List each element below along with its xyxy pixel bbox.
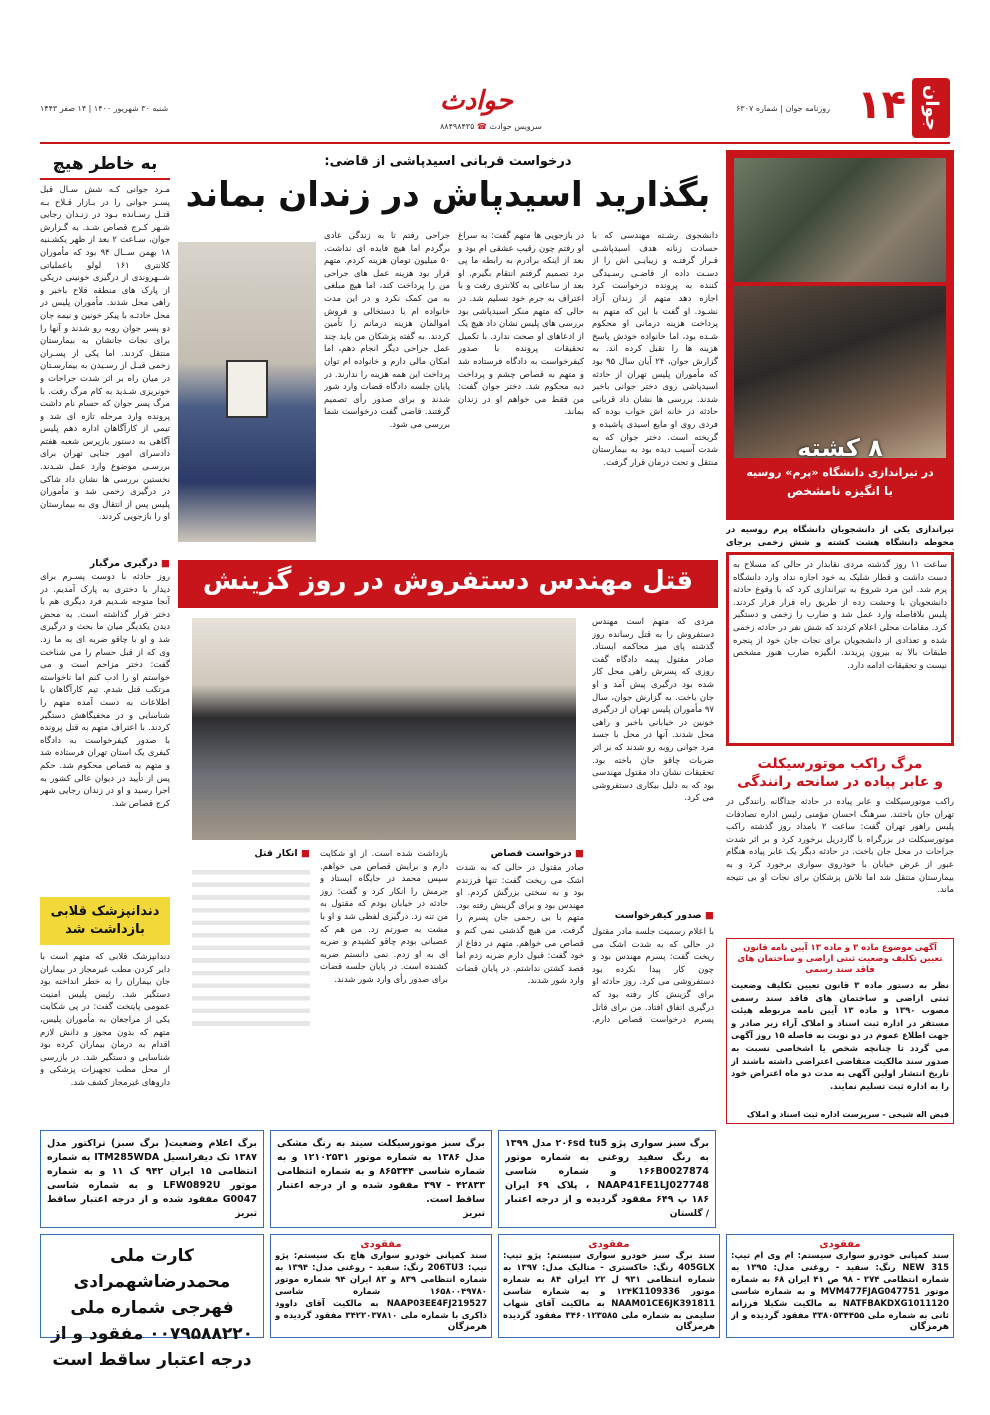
- victim-photo: [178, 242, 316, 542]
- moto-title-2: و عابر پیاده در سانحه رانندگی: [737, 774, 943, 790]
- story-body: صادر مقتول در حالی که به شدت اشک می ریخت گفت: تنها فرزندم بود و به سختی بزرگش کردم. او مهندس بود و برای گزینش رفته بود. متهم با بی رحمی جان پسرم را گرفت. من هیچ گذشتی نمی کنم و قصاص می خواهم. متهم در دفاع از خود گفت: قبول دارم ضربه زدم اما قصد کشتن نداشتم. در پایان قضات وارد شور شدند.: [456, 863, 584, 987]
- shooter-photo: [734, 286, 946, 458]
- subheading: ■ انکار قتل: [254, 848, 310, 859]
- classified-title: مفقودی: [588, 1239, 630, 1250]
- courtroom-photo: [192, 618, 576, 840]
- shooting-story: [726, 150, 954, 750]
- story-title: به خاطر هیچ: [40, 150, 170, 180]
- story-body: در بازجویی ها متهم گفت: به سراغ او رفتم چون رقیب عشقی ام بود و بعد از اینکه برادرم به رابطه ما پی برد تصمیم گرفتم انتقام بگیرم. او بعد از ساعاتی به کلانتری رفت و با اعتراف به جرم خود تسلیم شد. در حالی که متهم منکر اسیدپاشی بود بررسی های پلیس نشان داد هیچ یک از ادعاهای او صحت ندارد. با تکمیل تحقیقات پرونده با صدور کیفرخواست به دادگاه فرستاده شد و متهم به قصاص چشم و پرداخت دیه محکوم شد. دختر جوان گفت: من فقط می خواهم او در زندان بماند.: [458, 231, 584, 418]
- story-body: دندانپزشک قلابی که متهم است با دایر کردن مطب غیرمجاز در بیماران جان بیماران را به خطر انداخته بود دستگیر شد. رئیس پلیس امنیت عمومی پایتخت گفت: در پی شکایت یکی از مراجعان به مأموران پلیس، متهم که بدون مجوز و دانش لازم اقدام به درمان بیماران کرده بود شناسایی و دستگیر شد. در بازرسی از محل مطب تجهیزات پزشکی و داروهای غیرمجاز کشف شد.: [40, 952, 170, 1088]
- classified-city: هرمزگان: [675, 1322, 715, 1332]
- legal-ad-sign: فیض اله شیخی - سرپرست اداره ثبت اسناد و املاک: [746, 1110, 949, 1119]
- classified-ad: [270, 1234, 492, 1338]
- classified-city: هرمزگان: [909, 1322, 949, 1332]
- subheading: ■ درگیری مرگبار: [89, 558, 170, 569]
- shooting-headline-2: در تیراندازی دانشگاه «پرم» روسیه: [734, 466, 946, 479]
- classified-city: / گلستان: [669, 1209, 709, 1219]
- page-number: ۱۴: [857, 82, 906, 128]
- story-body: مردی که متهم است مهندس دستفروش را به قتل رسانده روز گذشته پای میز محاکمه ایستاد. صادر مقتول پیمه دادگاه گفت روزی که پسرش راهی محل کار شده بود درگیری پیش آمد و او جان باخت. به گزارش جوان، سال ۹۷ مأموران پلیس تهران از درگیری خونین در خیابانی باخبر و راهی محل شدند. آنها در محل با جسد مرد جوانی روبه رو شدند که بر اثر ضربات چاقو جان باخته بود. تحقیقات نشان داد مقتول مهندسی بود که به دلیل بیکاری دستفروشی می کرد.: [592, 617, 714, 804]
- section-title: حوادث: [440, 86, 513, 116]
- subheading: ■ درخواست قصاص: [490, 848, 584, 859]
- classified-ad: [498, 1234, 720, 1338]
- classified-ad: [498, 1130, 716, 1228]
- legal-ad-body: نظر به دستور ماده ۳ قانون تعیین تکلیف وضعیت ثبتی اراضی و ساختمان های فاقد سند رسمی مصوب ۱۳۹۰ و ماده ۱۳ آیین نامه مربوطه هیئت مستقر در اداره ثبت اسناد و املاک آراء زیر صادر و جهت اطلاع عموم در دو نوبت به فاصله ۱۵ روز آگهی می گردد تا چنانچه شخص یا اشخاصی نسبت به صدور سند مالکیت متقاضی اعتراضی داشته باشند از تاریخ انتشار اولین آگهی به مدت دو ماه اعتراض خود را به اداره ثبت تسلیم نمایند.: [731, 981, 949, 1092]
- classified-city: هرمزگان: [447, 1322, 487, 1332]
- shooting-lead: تیراندازی یکی از دانشجویان دانشگاه پرم روسیه در محوطه دانشگاه هشت کشته و شش زخمی برجای: [726, 525, 954, 548]
- issue-line: روزنامه جوان | شماره ۶۳۰۷: [736, 104, 830, 113]
- story-body: بازداشت شده است. از او شکایت دارم و برایش قصاص می خواهم. سپس محمد در جایگاه ایستاد و جرمش را انکار کرد و گفت: روز حادثه در خیابان بودم که مقتول به من تنه زد. درگیری لفظی شد و او با مشت به صورتم زد. من هم که عصبانی بودم چاقو کشیدم و ضربه ای به او زدم. نمی دانستم ضربه کشنده است. در پایان جلسه قضات برای صدور رأی وارد شور شدند.: [320, 849, 448, 985]
- story-body: ساعت ۱۱ روز گذشته مردی نقابدار در حالی که مسلاح به دست داشت و قطار شلیک به خود اجازه نداد وارد دانشگاه پرم شد. این مرد شروع به تیراندازی کرد که با وقوع حادثه دانشجویان با وحشت زده از طریق راه فرار فرار کردند. پلیس بلافاصله وارد عمل شد و ضارب را زخمی و دستگیر کرد. مقامات محلی اعلام کردند که شش نفر در حادثه زخمی شده و تعدادی از دانشجویان برای نجات جان خود از پنجره طبقات بالا به بیرون پریدند. انگیزه ضارب هنوز مشخص نیست و تحقیقات ادامه دارد.: [733, 560, 947, 671]
- story-body: دانشجوی رشـته مهندسی که با حسادت زنانه هدف اسیدپاشـی قـرار گرفتـه و زیبایـی اش را از دسـت داده از قاضـی رسـیدگی کننده به پرونده درخواست کرد اجازه دهد متهم از زندان آزاد نشـود. او گفت با این که متهم به پرداخت هزینه درمانی او محکوم شـده بود، اما خانواده خودش پاسخ هزینه ها را تقبل کرده اند. به گزارش جوان، ۲۴ آبان سال ۹۵ بود که مأموران پلیس تهران از حادثه اسیدپاشی روی دختر جوانی باخبر شدند. بررسی ها نشان داد قربانی حادثه در خانه اش خواب بوده که فردی روی او مایع اسیدی پاشیده و گریخته است. دختر جوان که به شدت آسیب دیده بود به بیمارستان منتقل و تحت درمان قرار گرفت.: [592, 231, 718, 468]
- classified-title: مفقودی: [360, 1239, 402, 1250]
- classified-body: برگ اعلام وضعیت( برگ سبز) تراکتور مدل ۱۳۸۷ تک دیفرانسیل ITM285WDA به شماره انتظامی ۱۵ ایران ۹۴۲ ک ۱۱ و به شماره موتور LFW0892U و به شماره شاسی G0047 مفقود شده و از درجه اعتبار ساقط: [47, 1138, 257, 1205]
- headline: بگذارید اسیدپاش در زندان بماند: [185, 175, 711, 215]
- date-line: شنبه ۳۰ شهریور ۱۴۰۰ | ۱۴ صفر ۱۴۴۳: [40, 104, 169, 113]
- classified-body: سند کمپانی خودرو سواری هاچ بک سیستم: پژو تیپ: 206TU3 رنگ: سفید - روغنی مدل: ۱۳۹۴ به شماره انتظامی ۸۳۹ و ۸۳ ایران ۹۴ شماره موتور ۱۶۵۸۰۰۴۹۷۸۰ شماره شاسی NAAP03EE4FJ219527 به مالکیت آقای داوود ذاکری با شماره ملی ۳۴۲۲۰۳۷۸۱۰ مفقود گردیده و: [275, 1251, 487, 1321]
- classified-ad: [726, 1234, 954, 1338]
- masthead-rule: [40, 142, 950, 144]
- classified-body: برگ سبز موتورسیکلت سیند به رنگ مشکی مدل ۱۳۸۶ به شماره موتور ۱۲۱۰۲۵۳۱ و به شماره شاسی ۸۶۵۳۴۴ و به شماره انتظامی ۴۲۸۳۳ - ۳۹۷ مفقود شده و از درجه اعتبار ساقط است.: [277, 1138, 485, 1205]
- legal-ad: [726, 938, 954, 1124]
- moto-story: [726, 756, 954, 932]
- classified-title: مفقودی: [819, 1239, 861, 1250]
- portrait-frame: [226, 360, 268, 418]
- section-phone: ۸۸۴۹۸۴۳۵: [440, 122, 475, 131]
- classified-body: سند کمپانی خودرو سواری سیستم: ام وی ام تیپ: NEW 315 رنگ: سفید - روغنی مدل: ۱۳۹۵ به شماره انتظامی ۲۷۴ - ۹۸ ص ۴۱ ایران ۶۸ به شماره موتور MVM477FJAG047751 و به شماره شاسی NATFBAKDXG1011120 به مالکیت شکیلا فرزانه ثانی به شماره ملی ۳۳۸۰۵۳۴۴۵۵ مفقود گردیده و از: [731, 1251, 949, 1321]
- left-column: [40, 150, 170, 1088]
- classified-city: تبریز: [235, 1209, 257, 1219]
- campus-photo: [734, 158, 946, 282]
- shooting-headline-3: با انگیزه نامشخص: [786, 484, 894, 498]
- story-body: با اعلام رسمیت جلسه مادر مقتول در حالی که به شدت اشک می ریخت گفت: پسرم مهندس بود و چون کار پیدا نکرده بود دستفروشی می کرد. روز حادثه او برای گزینش کار رفته بود که درگیری اتفاق افتاد. من برای قاتل پسرم درخواست قصاص دارم.: [592, 927, 714, 1026]
- story-body: روز حادثه با دوست پسـرم برای دیدار با دختری به پارک آمدیم. در آنجا متوجه شـدیم فرد دیگری هم با دختر قرار گذاشته است. به محض دیدن یکدیگر میان ما بحث و درگیری شد و او با چاقو ضربه ای به ما زد. وی که از قبل حسام را می شناخت گفت: دختر مزاحم است و می خواستم او را ادب کنم اما ناخواسته مرتکب قتل شدم. تیم کارآگاهان با اطلاعات به دست آمده متهم را شناسایی و در مخفیگاهش دستگیر کردند. با اعتراف متهم به قتل پرونده با صدور کیفرخواست به دادگاه کیفری یک استان تهران فرستاده شد و متهم به قصاص محکوم شد. حکم پس از تأیید در دیوان عالی کشور به اجرا رسید و او در زندان رجایی شهر کرج قصاص شد.: [40, 572, 170, 809]
- murder-headline: قتل مهندس دستفروش در روز گزینش: [202, 566, 694, 596]
- kicker: درخواست قربانی اسیدپاشی از قاضی:: [324, 154, 572, 169]
- classified-ad: [40, 1130, 264, 1228]
- shooting-headline: ۸ کشته: [797, 434, 883, 462]
- section-sub: سرویس حوادث: [489, 122, 542, 131]
- moto-title: مرگ راکب موتورسیکلت: [757, 756, 923, 772]
- shooting-body-box: [726, 552, 954, 746]
- story-body: مـرد جوانی کـه شش سـال قبل پسـر جوانی را در بـازار قـلاح بـه قتـل رسـانده بـود در زنـدان رجایی شـهر کـرج قصاص شـد. به گـزارش جوان، سـاعت ۲ بعد از ظهر یکشـنبه ۱۸ بهمن ســال ۹۴ بود که مأموران کلانتری ۱۶۱ لولو باعملیاتی شــهروندی از درگیری خونینی دریکی از پارک های منطقه قلاح باخبر و راهی محل شدند. مأموران پلیس در محل حادثـه با پیکر خونین و نیمه جان دو پسر جوان روبه رو شدند و آنها را برای نجات جانشان به بیمارستان منتقل کردند. اما یکی از پسـران زخمی قبـل از رسـیدن به بیمارسـتان در میان راه بر اثر شدت جراحات و خونریزی شـدید به کام مرگ رفت. با مرگ پسر جوان که حسام نام داشت پرونده وارد مرحله تازه ای شد و تیمی از کارآگاهان اداره دهم پلیس آگاهی به دستور بازپرس شعبه هفتم دادسرای امور جنایی تهران برای بررسـی موضوع وارد عمل شـدند. نخستین بررسی ها نشان داد شاکی در درگیری زخمی شد و مأموران پلیس پس از انتقال وی به بیمارستان او را بازجویی کردند.: [40, 185, 170, 523]
- classified-body: کارت ملی محمدرضاشهمرادی فهرجی شماره ملی ۰۰۷۹۵۸۸۲۲۰ مفقود و از درجه اعتبار ساقط است: [50, 1246, 254, 1370]
- classified-body: برگ سبز سواری پژو ۲۰۶sd tu5 مدل ۱۳۹۹ به رنگ سفید روغنی به شماره موتور ۱۶۶B0027874 و شماره شاسی NAAP41FE1LJ027748 ، پلاک ۶۹ ایران ۱۸۶ پ ۶۴۹ مفقود گردیده و از درجه اعتبار: [505, 1138, 709, 1205]
- story-body: راکب موتورسیکلت و عابر پیاده در حادثه جداگانه رانندگی در تهران جان باختند. سرهنگ احسان مؤمنی رئیس اداره تصادفات پلیس راهور تهران گفت: ساعت ۲ بامداد روز گذشته راکب موتورسیکلت در بزرگراه با گاردریل برخورد کرد و بر اثر شدت جراحات در محل جان باخت. در حادثه دیگر یک عابر پیاده هنگام عبور از عرض خیابان با خودروی سواری برخورد کرد و به بیمارستان منتقل شد اما تلاش پزشکان برای نجات او بی نتیجه ماند.: [726, 797, 954, 896]
- classified-body: سند برگ سبز خودرو سواری سیستم: پژو تیپ: 405GLX رنگ: خاکستری - متالیک مدل: ۱۳۹۷ به شماره انتظامی ۹۳۱ ل ۲۲ ایران ۸۴ به شماره موتور ۱۲۴K1109336 و به شماره شاسی NAAM01CE6JK391811 به مالکیت آقای شهاب سلیمی به شماره ملی ۳۴۶۰۱۲۳۵۸۵ مفقود گردیده: [503, 1251, 715, 1321]
- story-title: دندانپزشک قلابی بازداشت شد: [40, 897, 170, 945]
- murder-story: [178, 560, 718, 1032]
- acid-story: [178, 150, 718, 552]
- story-body: [192, 862, 310, 1026]
- subheading: ■ صدور کیفرخواست: [614, 910, 714, 921]
- phone-icon: ☎: [476, 122, 487, 131]
- logo: جوان: [912, 78, 950, 138]
- story-body: جراحی رفتم تا به زندگی عادی برگردم اما هیچ فایده ای نداشت. ۵۰ میلیون تومان هزینه کردم. متهم قرار بود هزینه عمل های جراحی من را پرداخت کند، اما هیچ مبلغی به من کمک نکرد و در این مدت خانواده ام با دستخالی و فروش اموالمان هزینه درمانم را تأمین کردند. به گفته پزشکان من باید چند عمل جراحی دیگر انجام دهم، اما امکان مالی دارم و خانواده ام توان پرداخت این همه هزینه را ندارند. در پایان جلسه دادگاه قضات وارد شور شدند و برای صدور رأی تصمیم گرفتند. قاضی گفت درخواست شما بررسی می شود.: [324, 231, 450, 430]
- masthead: [0, 78, 990, 138]
- classified-ad: [40, 1234, 264, 1370]
- classified-city: تبریز: [463, 1209, 485, 1219]
- legal-ad-title: آگهی موضوع ماده ۳ و ماده ۱۳ آیین نامه قانون تعیین تکلیف وضعیت ثبتی اراضی و ساختمان های فاقد سند رسمی: [737, 943, 943, 975]
- classified-ad: [270, 1130, 492, 1228]
